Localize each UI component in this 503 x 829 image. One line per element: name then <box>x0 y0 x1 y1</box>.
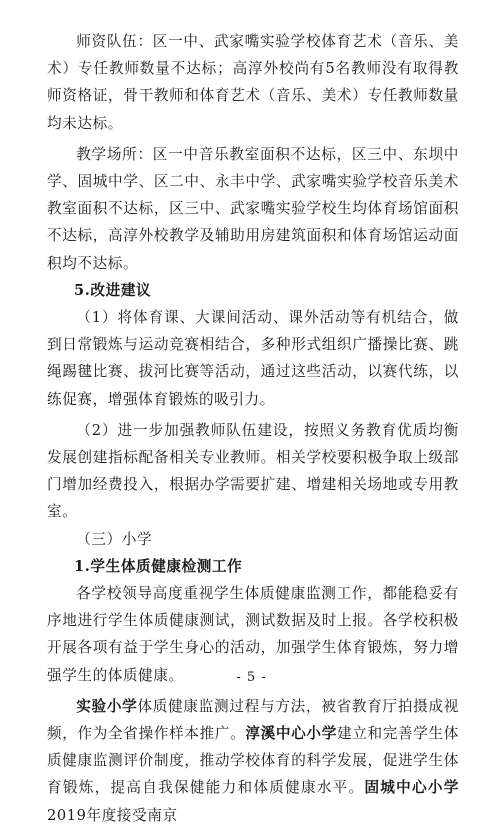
heading-health-monitoring: 1.学生体质健康检测工作 <box>74 557 243 575</box>
text-gucheng: 2019年度接受南京 <box>47 806 178 824</box>
section-heading-primary-school: （三）小学 <box>76 530 153 548</box>
text-chunxi: 建立和完善学生体质健康监测评价制度，推动学校体育的科学发展，促进学生体育锻炼，提高自我保健能力和体质健康水平。 <box>47 725 459 797</box>
school-name-gucheng: 固城中心小学 <box>364 779 459 797</box>
paragraph-school-examples <box>47 693 459 829</box>
paragraph-suggestion-2: （2）进一步加强教师队伍建设，按照义务教育优质均衡发展创建指标配备相关专业教师。相关学校要积极争取上级部门增加经费投入，根据办学需要扩建、增建相关场地或专用教室。 <box>47 421 459 521</box>
text-shiyan: 体质健康监测过程与方法，被省教育厅拍摄成视频，作为全省操作样本推广。 <box>47 697 460 743</box>
school-name-shiyan: 实验小学 <box>76 697 138 715</box>
paragraph-health-monitoring: 各学校领导高度重视学生体质健康监测工作，都能稳妥有序地进行学生体质健康测试，测试数据及时上报。各学校积极开展各项有益于学生身心的活动，加强学生体育锻炼，努力增强学生的体质健康。 <box>47 585 459 684</box>
document-body <box>47 28 459 829</box>
paragraph-teaching-venues: 教学场所：区一中音乐教室面积不达标，区三中、东坝中学、固城中学、区二中、永丰中学、武家嘴实验学校音乐美术教室面积不达标，区三中、武家嘴实验学校生均体育场馆面积不达标，高淳外校教学及辅助用房建筑面积和体育场馆运动面积均不达标。 <box>47 145 459 272</box>
heading-improvement-suggestions: 5.改进建议 <box>74 281 152 299</box>
paragraph-teaching-staff: 师资队伍：区一中、武家嘴实验学校体育艺术（音乐、美术）专任教师数量不达标；高淳外校尚有5名教师没有取得教师资格证，骨干教师和体育艺术（音乐、美术）专任教师数量均未达标。 <box>47 33 459 132</box>
page-number: - 5 - <box>236 670 267 685</box>
paragraph-suggestion-1: （1）将体育课、大课间活动、课外活动等有机结合，做到日常锻炼与运动竞赛相结合，多种形式组织广播操比赛、跳绳踢毽比赛、拔河比赛等活动，通过这些活动，以赛代练，以练促赛，增强体育锻炼的吸引力。 <box>47 309 459 408</box>
school-name-chunxi: 淳溪中心小学 <box>245 725 337 743</box>
